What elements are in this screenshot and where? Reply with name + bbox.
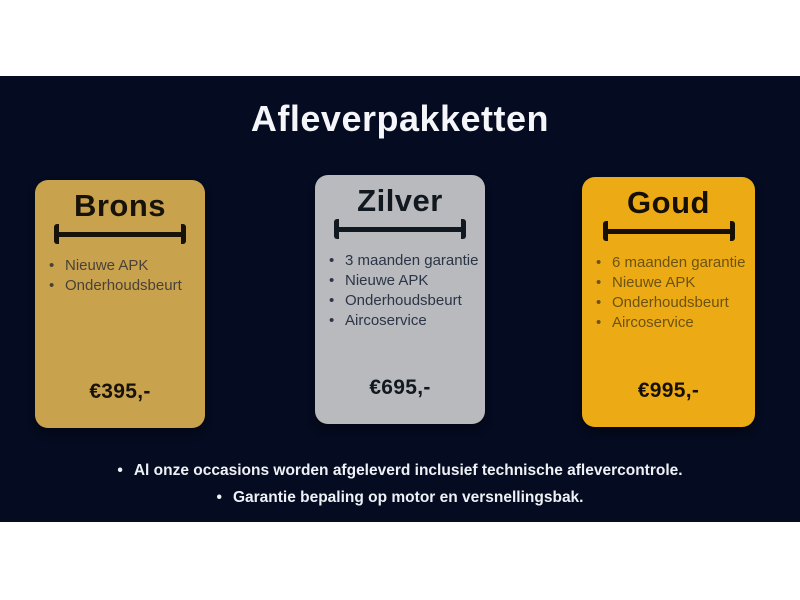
card-header	[54, 189, 186, 244]
title-underline-icon	[603, 221, 735, 241]
title-underline-icon	[54, 224, 186, 244]
feature-item: • Nieuwe APK	[328, 273, 478, 289]
feature-list	[328, 253, 478, 333]
footer-note-item: • Garantie bepaling op motor en versnellingsbak.	[0, 484, 800, 511]
title-underline-icon	[334, 219, 466, 239]
package-price: €995,-	[637, 379, 700, 402]
package-name: Goud	[627, 185, 710, 220]
package-name: Zilver	[357, 183, 443, 218]
package-price: €695,-	[369, 376, 431, 399]
feature-item: • Nieuwe APK	[595, 275, 745, 291]
footer-note-item: • Al onze occasions worden afgeleverd inclusief technische aflevercontrole.	[0, 457, 800, 484]
package-card-zilver	[315, 175, 485, 424]
package-name: Brons	[73, 188, 167, 223]
feature-item: • Aircoservice	[328, 313, 478, 329]
footer-notes	[0, 457, 800, 511]
package-price: €395,-	[89, 380, 151, 403]
feature-list	[595, 255, 745, 335]
feature-item: • Nieuwe APK	[48, 258, 182, 274]
card-header	[603, 186, 735, 241]
card-header	[334, 184, 466, 239]
promo-artwork	[0, 76, 800, 522]
feature-item: • 3 maanden garantie	[328, 253, 478, 269]
page-title: Afleverpakketten	[250, 98, 550, 139]
feature-item: • Aircoservice	[595, 315, 745, 331]
feature-item: • Onderhoudsbeurt	[328, 293, 478, 309]
package-card-brons	[35, 180, 205, 428]
feature-item: • Onderhoudsbeurt	[595, 295, 745, 311]
feature-item: • 6 maanden garantie	[595, 255, 745, 271]
feature-item: • Onderhoudsbeurt	[48, 278, 182, 294]
package-card-goud	[582, 177, 755, 427]
feature-list	[48, 258, 182, 298]
